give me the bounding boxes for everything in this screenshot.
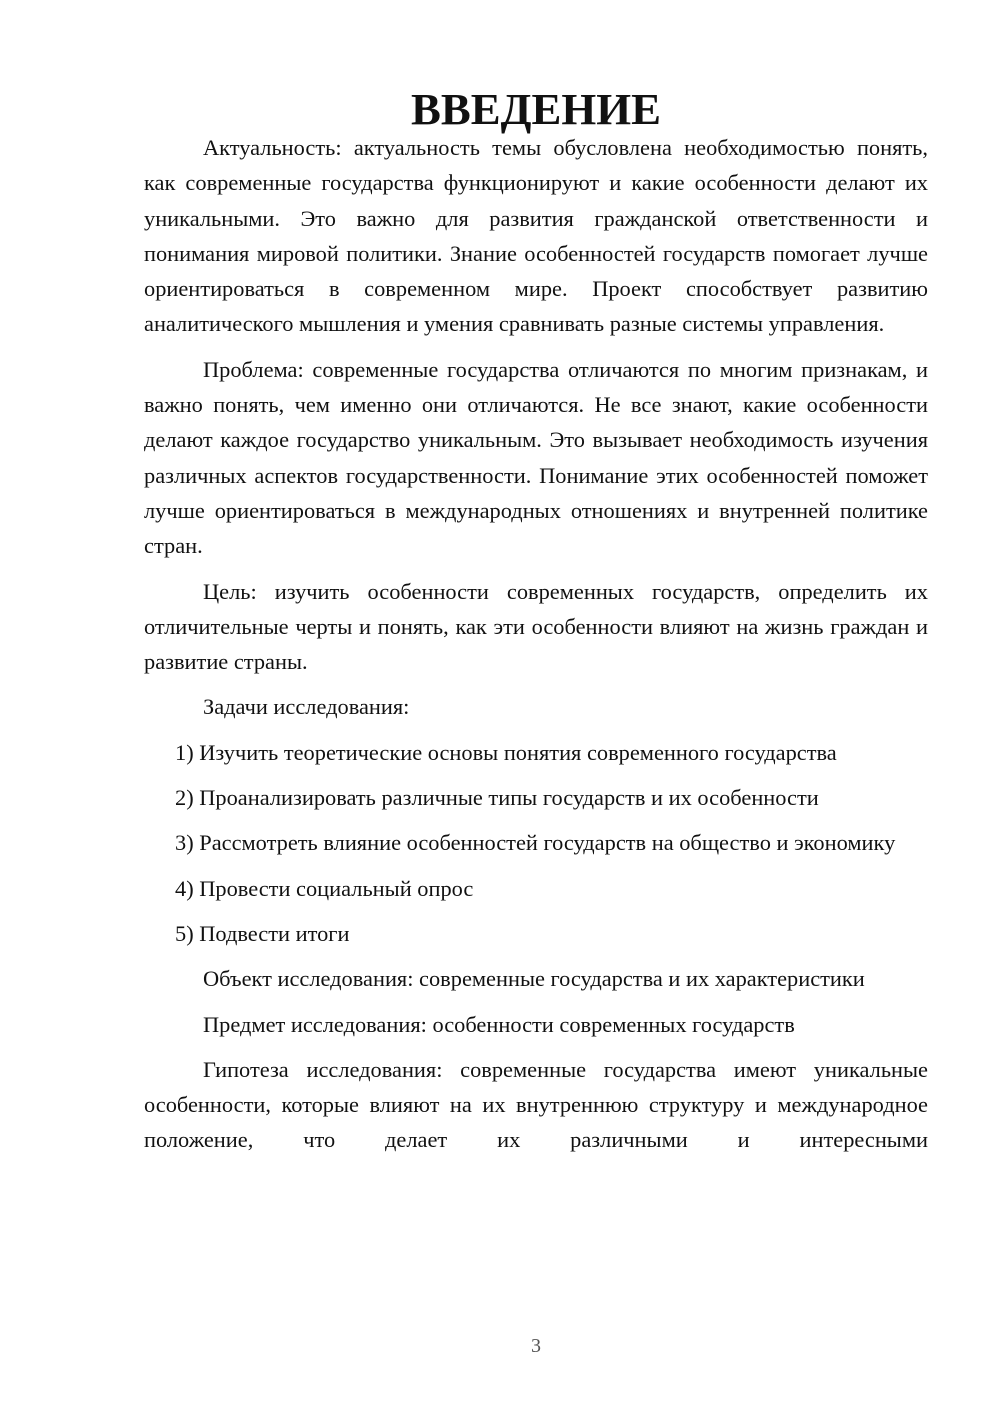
page-content <box>144 84 928 1158</box>
problem-paragraph: Проблема: современные государства отличаются по многим признакам, и важно понять, чем именно они отличаются. Не все знают, какие особенности делают каждое государство уникальным. Это вызывает необходимость изучения различных аспектов государственности. Понимание этих особенностей поможет лучше ориентироваться в международных отношениях и внутренней политике стран. <box>144 356 928 559</box>
task-item: 5) Подвести итоги <box>175 920 350 946</box>
goal-paragraph: Цель: изучить особенности современных государств, определить их отличительные черты и понять, как эти особенности влияют на жизнь граждан и развитие страны. <box>144 578 928 675</box>
tasks-title: Задачи исследования: <box>203 694 410 720</box>
task-item: 2) Проанализировать различные типы государств и их особенности <box>175 785 819 811</box>
section-heading: ВВЕДЕНИЕ <box>411 84 661 134</box>
tasks-list <box>144 735 928 951</box>
task-item: 3) Рассмотреть влияние особенностей государств на общество и экономику <box>175 830 896 856</box>
subject-paragraph: Предмет исследования: особенности современных государств <box>203 1011 795 1037</box>
task-item: 1) Изучить теоретические основы понятия современного государства <box>175 739 837 765</box>
task-item: 4) Провести социальный опрос <box>175 875 474 901</box>
page-number: 3 <box>531 1335 541 1357</box>
relevance-paragraph: Актуальность: актуальность темы обусловлена необходимостью понять, как современные государства функционируют и какие особенности делают их уникальными. Это важно для развития гражданской ответственности и понимания мировой политики. Знание особенностей государств помогает лучше ориентироваться в современном мире. Проект способствует развитию аналитического мышления и умения сравнивать разные системы управления. <box>144 135 928 337</box>
hypothesis-paragraph: Гипотеза исследования: современные государства имеют уникальные особенности, которые влияют на их внутреннюю структуру и международное положение, что делает их различными и интересными <box>144 1056 928 1153</box>
object-paragraph: Объект исследования: современные государства и их характеристики <box>203 966 865 992</box>
